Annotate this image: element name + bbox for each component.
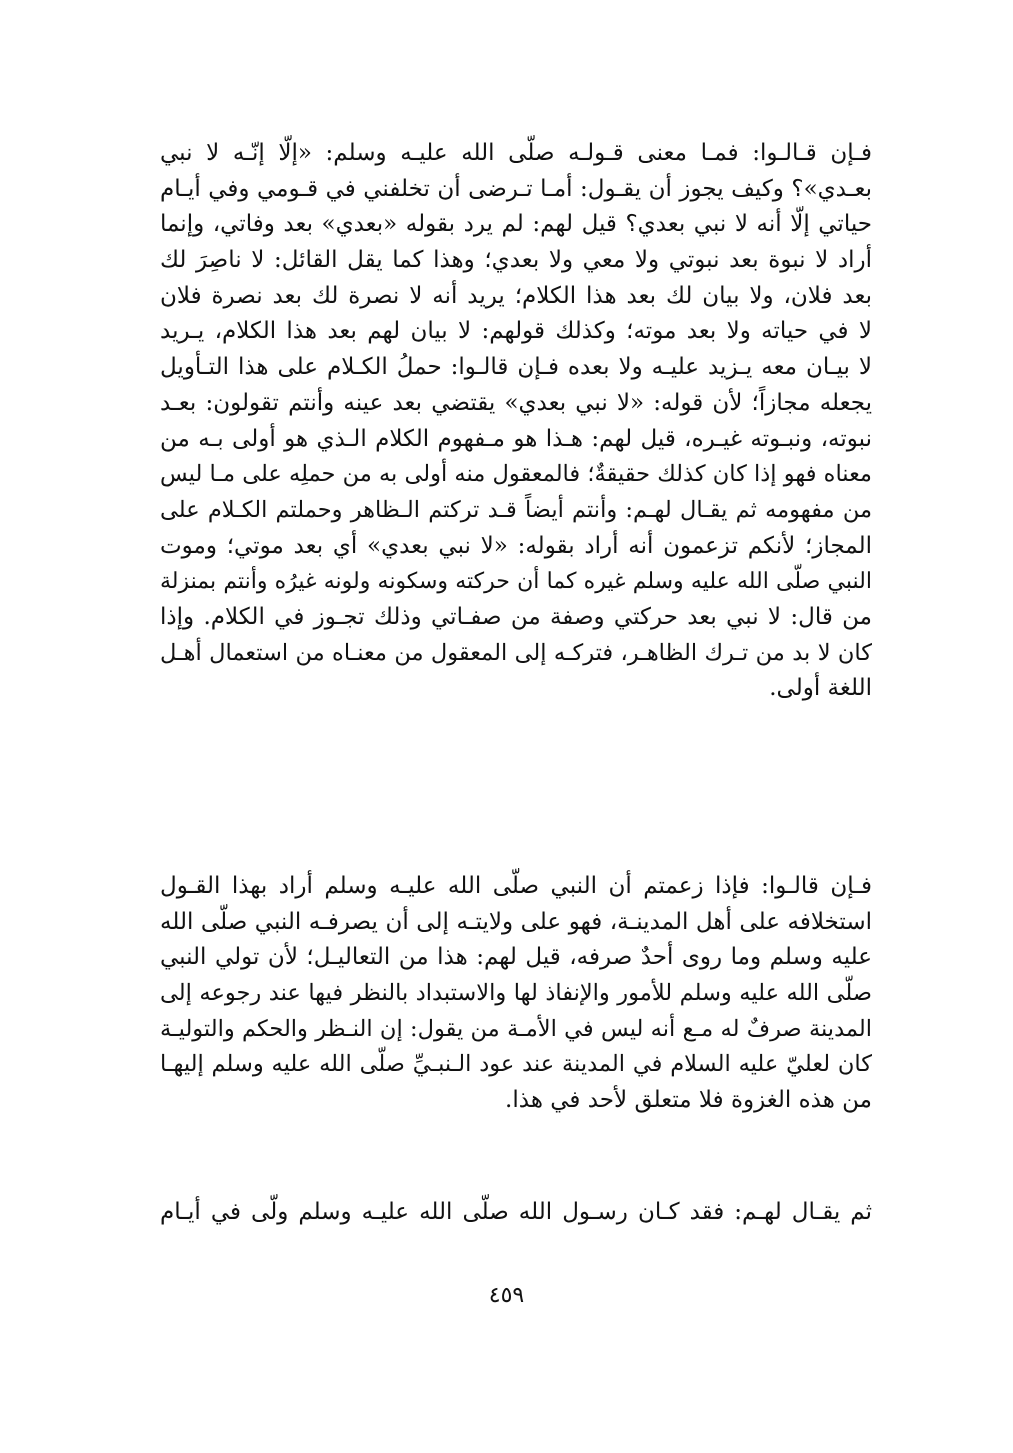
text-line: معناه فهو إذا كان كذلك حقيقةٌ؛ فالمعقول منه أولى به من حملِه على مـا ليس [160,461,872,488]
text-line: عليه وسلم وما روى أحدٌ صرفه، قيل لهم: هذا من التعاليـل؛ لأن تولي النبي [160,944,872,971]
text-line: يجعله مجازاً؛ لأن قوله: «لا نبي بعدي» يقتضي بعد عينه وأنتم تقولون: بعـد [160,389,872,416]
paragraph-2 [160,869,872,1119]
text-line: كان لا بد من تـرك الظاهـر، فتركـه إلى المعقول من معنـاه من استعمال أهـل [160,639,872,666]
text-line: بعـدي»؟ وكيف يجوز أن يقـول: أمـا تـرضى أن تخلفني في قـومي وفي أيـام [160,175,872,202]
text-line: لا بيـان معه يـزيد عليـه ولا بعده فـإن قالـوا: حملُ الكـلام على هذا التـأويل [160,354,872,381]
page-number: ٤٥٩ [488,1283,525,1308]
text-line: لا في حياته ولا بعد موته؛ وكذلك قولهم: لا بيان لهم بعد هذا الكلام، يـريد [160,318,872,345]
text-line: فـإن قالـوا: فإذا زعمتم أن النبي صلّى الله عليـه وسلم أراد بهذا القـول [160,873,872,899]
text-line: ثم يقـال لهـم: فقد كـان رسـول الله صلّى الله عليـه وسلم ولّى في أيـام [160,1199,872,1225]
text-line: صلّى الله عليه وسلم للأمور والإنفاذ لها والاستبداد بالنظر فيها عند رجوعه إلى [160,980,872,1007]
text-line: أراد لا نبوة بعد نبوتي ولا معي ولا بعدي؛ وهذا كما يقل القائل: لا ناصِرَ لك [160,247,872,274]
text-line: من هذه الغزوة فلا متعلق لأحد في هذا. [505,1087,872,1114]
paragraph-3 [160,1195,872,1231]
text-line: استخلافه على أهل المدينـة، فهو على ولايتـه إلى أن يصرفـه النبي صلّى الله [160,908,872,935]
text-line: اللغة أولى. [769,675,872,702]
text-line: المدينة صرفٌ له مـع أنه ليس في الأمـة من يقول: إن النـظر والحكم والتوليـة [160,1015,872,1042]
text-line: النبي صلّى الله عليه وسلم غيره كما أن حركته وسكونه ولونه غيرُه وأنتم بمنزلة [160,569,872,595]
text-line: من مفهومه ثم يقـال لهـم: وأنتم أيضاً قـد تركتم الـظاهر وحملتم الكـلام على [160,496,872,523]
text-line: فـإن قـالـوا: فمـا معنى قـولـه صلّى الله عليـه وسلم: «إلّا إنّـه لا نبي [160,140,872,166]
paragraph-1 [160,136,872,707]
text-line: بعد فلان، ولا بيان لك بعد هذا الكلام؛ يريد أنه لا نصرة لك بعد نصرة فلان [160,282,872,309]
text-line: من قال: لا نبي بعد حركتي وصفة من صفـاتي وذلك تجـوز في الكلام. وإذا [160,603,872,630]
text-line: كان لعليّ عليه السلام في المدينة عند عود الـنبـيِّ صلّى الله عليه وسلم إليهـا [160,1051,872,1078]
text-line: المجاز؛ لأنكم تزعمون أنه أراد بقوله: «لا نبي بعدي» أي بعد موتي؛ وموت [160,532,872,559]
text-line: نبوته، ونبـوته غيـره، قيل لهم: هـذا هو مـفهوم الكلام الـذي هو أولى بـه من [160,425,872,452]
text-line: حياتي إلّا أنه لا نبي بعدي؟ قيل لهم: لم يرد بقوله «بعدي» بعد وفاتي، وإنما [160,211,872,238]
